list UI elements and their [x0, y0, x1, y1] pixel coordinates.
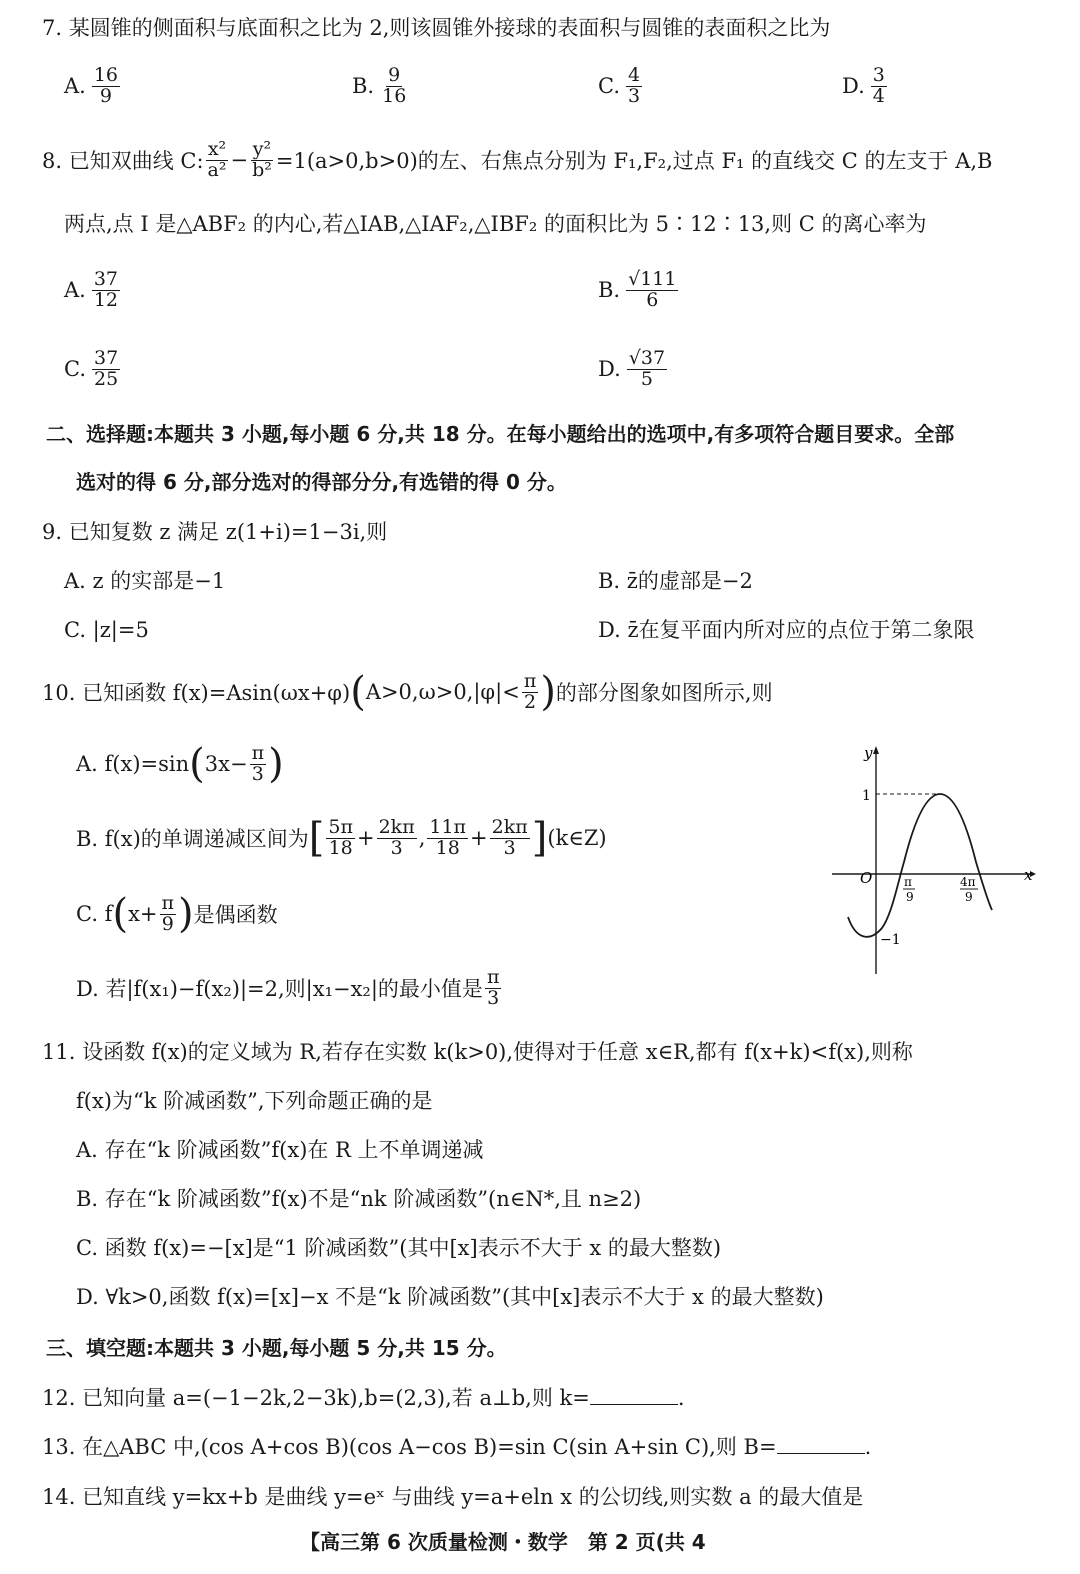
y-tick-neg1: −1 [880, 932, 901, 948]
option-label: D. [842, 74, 865, 99]
option-fraction: $\frac{4}{3}$ [628, 64, 641, 107]
svg-text:9: 9 [965, 890, 973, 904]
svg-text:9: 9 [906, 890, 914, 904]
option-fraction: $\frac{3}{4}$ [872, 64, 885, 107]
answer-blank[interactable] [590, 1404, 678, 1405]
q11-stem-line2: f(x)为“k 阶减函数”,下列命题正确的是 [76, 1089, 433, 1113]
option-fraction: $\frac{16}{9}$ [93, 64, 119, 107]
q10-option-d: D. 若|f(x₁)−f(x₂)|=2,则|x₁−x₂|的最小值是 $\frac{\pi}{3}$ [76, 966, 500, 1009]
q7-stem: 7. 某圆锥的侧面积与底面积之比为 2,则该圆锥外接球的表面积与圆锥的表面积之比为 [42, 16, 831, 40]
q10-option-a: A. f(x)=sin ( 3x− $\frac{\pi}{3}$ ) [76, 741, 284, 788]
svg-text:π: π [904, 875, 912, 889]
q7-option-a [64, 66, 122, 107]
q10-stem: 10. 已知函数 f(x)=Asin(ωx+φ) ( A>0,ω>0,|φ|< $\frac{\pi}{2}$ ) 的部分图象如图所示,则 [42, 669, 773, 716]
q9-option-d: D. z̄在复平面内所对应的点位于第二象限 [598, 618, 975, 642]
q14-stem: 14. 已知直线 y=kx+b 是曲线 y=eˣ 与曲线 y=a+eln x 的公切线,则实数 a 的最大值是 [42, 1485, 864, 1509]
q8-option-d: D. $\frac{√37}{5}$ [598, 347, 666, 390]
bottom-right-fade [900, 1500, 1080, 1574]
q11-option-b: B. 存在“k 阶减函数”f(x)不是“nk 阶减函数”(n∈N*,且 n≥2) [76, 1187, 642, 1211]
q9-option-a: A. z 的实部是−1 [64, 569, 226, 593]
q11-option-c: C. 函数 f(x)=−[x]是“1 阶减函数”(其中[x]表示不大于 x 的最大整数) [76, 1236, 722, 1260]
option-label: A. [64, 74, 86, 99]
x-tick-4pi-over-9 [960, 875, 978, 904]
origin-label: O [860, 869, 873, 887]
q7-option-d [842, 66, 889, 107]
q8-option-a: A. $\frac{37}{12}$ [64, 268, 119, 311]
q8-stem-line1: 8. 已知双曲线 C: $\frac{\text{x²}}{\text{a²}}$ − $\frac{\text{y²}}{\text{b²}}$ =1(a>0,b>0)的左、右焦点分别为 F₁,F₂,过点 F₁ 的直线交 C 的左支于 A,B [42, 138, 993, 181]
q9-stem: 9. 已知复数 z 满足 z(1+i)=1−3i,则 [42, 520, 388, 544]
q11-stem-line1: 11. 设函数 f(x)的定义域为 R,若存在实数 k(k>0),使得对于任意 x∈R,都有 f(x+k)<f(x),则称 [42, 1040, 913, 1064]
sine-curve [848, 794, 992, 937]
q8-option-c: C. $\frac{37}{25}$ [64, 347, 119, 390]
x-axis-label: x [1024, 866, 1033, 884]
q12-stem: 12. 已知向量 a=(−1−2k,2−3k),b=(2,3),若 a⊥b,则 k= . [42, 1386, 685, 1410]
section3-heading: 三、填空题:本题共 3 小题,每小题 5 分,共 15 分。 [46, 1336, 507, 1360]
q9-option-c: C. |z|=5 [64, 618, 149, 642]
q7-option-c [598, 66, 644, 107]
q9-option-b: B. z̄的虚部是−2 [598, 569, 753, 593]
q7-option-b [352, 66, 410, 107]
q8-option-b: B. $\frac{√111}{6}$ [598, 268, 677, 311]
q13-stem: 13. 在△ABC 中,(cos A+cos B)(cos A−cos B)=sin C(sin A+sin C),则 B= . [42, 1435, 872, 1459]
option-label: C. [598, 74, 620, 99]
section2-heading: 二、选择题:本题共 3 小题,每小题 6 分,共 18 分。在每小题给出的选项中,有多项符合题目要求。全部 [46, 422, 955, 446]
y-axis-label: y [864, 744, 873, 762]
q10-option-c: C. f ( x+ $\frac{\pi}{9}$ ) 是偶函数 [76, 891, 278, 938]
option-fraction: $\frac{9}{16}$ [382, 64, 407, 107]
sine-graph [828, 742, 1038, 982]
y-axis-arrow [873, 746, 879, 754]
page-footer: 【高三第 6 次质量检测・数学 第 2 页(共 4 [300, 1530, 706, 1554]
q11-option-a: A. 存在“k 阶减函数”f(x)在 R 上不单调递减 [76, 1138, 484, 1162]
x-tick-pi-over-9 [903, 875, 915, 904]
section2-subheading: 选对的得 6 分,部分选对的得部分分,有选错的得 0 分。 [76, 470, 567, 494]
q11-option-d: D. ∀k>0,函数 f(x)=[x]−x 不是“k 阶减函数”(其中[x]表示不大于 x 的最大整数) [76, 1285, 824, 1309]
q8-stem-line2: 两点,点 I 是△ABF₂ 的内心,若△IAB,△IAF₂,△IBF₂ 的面积比为 5∶12∶13,则 C 的离心率为 [64, 212, 927, 236]
option-label: B. [352, 74, 375, 99]
q10-option-b: B. f(x)的单调递减区间为 [ $\frac{5\pi}{18}$ + $\frac{2k\pi}{3}$ , $\frac{11\pi}{18}$ + $\frac{2k\pi}{3}$ ] (k∈Z) [76, 815, 607, 862]
answer-blank[interactable] [777, 1453, 865, 1454]
y-tick-1: 1 [862, 788, 871, 804]
svg-text:4π: 4π [960, 875, 976, 889]
